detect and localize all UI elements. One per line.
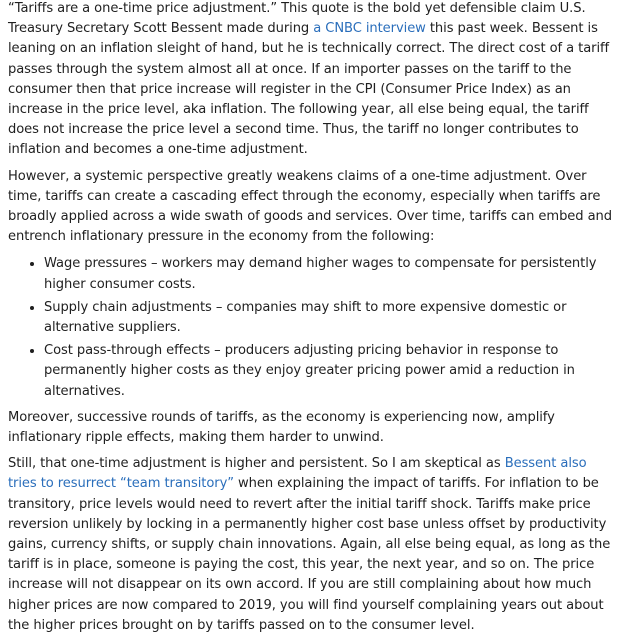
paragraph-text: “Tariffs are a one-time price adjustment.” This quote is the bold yet defensible claim U.S. Treasury Secretary Scott Bessent made during <box>8 1 586 37</box>
cnbc-interview-link[interactable]: a CNBC interview <box>313 21 426 37</box>
paragraph-tariff-quote <box>8 0 614 161</box>
article-body <box>8 0 614 642</box>
paragraph-successive-rounds: Moreover, successive rounds of tariffs, as the economy is experiencing now, amplify inflationary ripple effects, making them harder to unwind. <box>8 409 555 446</box>
list-item-cost-pass-through: • Cost pass-through effects – producers adjusting pricing behavior in response to permanently higher costs as they enjoy greater pricing power amid a reduction in alternatives. <box>44 340 614 402</box>
list-item-supply-chain: • Supply chain adjustments – companies may shift to more expensive domestic or alternative suppliers. <box>44 297 614 338</box>
list-item-wage-pressures: • Wage pressures – workers may demand higher wages to compensate for persistently higher consumer costs. <box>44 253 614 294</box>
paragraph-text: this past week. Bessent is leaning on an inflation sleight of hand, but he is technically correct. The direct cost of a tariff passes through the system almost all at once. If an importer passes on the tariff to the consumer then that price increase will register in the CPI (Consumer Price Index) as an increase in the price level, aka inflation. The following year, all else being equal, the tariff does not increase the price level a second time. Thus, the tariff no longer contributes to inflation and becomes a one-time adjustment. <box>8 21 610 158</box>
paragraph-text: Still, that one-time adjustment is higher and persistent. So I am skeptical as <box>8 456 505 472</box>
team-transitory-link[interactable]: Bessent also tries to resurrect “team transitory” <box>8 456 587 492</box>
paragraph-team-transitory <box>8 454 614 636</box>
paragraph-text: when explaining the impact of tariffs. For inflation to be transitory, price levels would need to revert after the initial tariff shock. Tariffs make price reversion unlikely by locking in a permanently higher cost base unless offset by productivity gains, currency shifts, or supply chain innovations. Again, all else being equal, as long as the tariff is in place, someone is paying the cost, this year, the next year, and so on. The price increase will not disappear on its own accord. If you are still complaining about how much higher prices are now compared to 2019, you will find yourself complaining years out about the higher prices brought on by tariffs passed on to the consumer level. <box>8 476 611 633</box>
inflation-pressure-list <box>8 253 614 401</box>
paragraph-systemic-perspective: However, a systemic perspective greatly weakens claims of a one-time adjustment. Over time, tariffs can create a cascading effect through the economy, especially when tariffs are broadly applied across a wide swath of goods and services. Over time, tariffs can embed and entrench inflationary pressure in the economy from the following: <box>8 168 612 245</box>
